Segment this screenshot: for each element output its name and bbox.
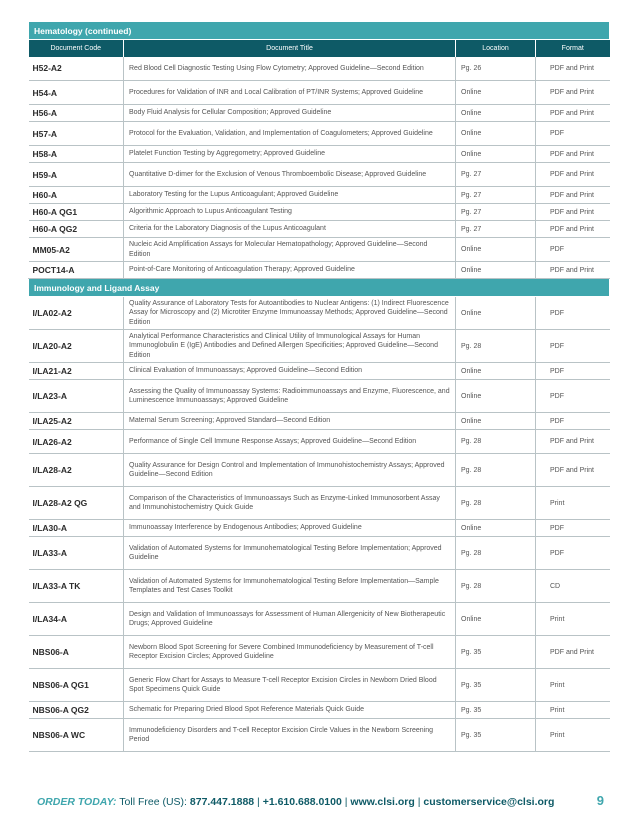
document-format: PDF — [536, 413, 610, 430]
footer-separator: | — [344, 796, 348, 808]
document-format: Print — [536, 487, 610, 520]
document-title: Procedures for Validation of INR and Local Calibration of PT/INR Systems; Approved Guideline — [124, 81, 456, 105]
document-title: Maternal Serum Screening; Approved Standard—Second Edition — [124, 413, 456, 430]
document-location: Pg. 35 — [456, 669, 536, 702]
document-code: H59-A — [29, 163, 124, 187]
document-title: Protocol for the Evaluation, Validation, and Implementation of Coagulometers; Approved Guideline — [124, 122, 456, 146]
document-title: Criteria for the Laboratory Diagnosis of the Lupus Anticoagulant — [124, 221, 456, 238]
document-location: Pg. 27 — [456, 204, 536, 221]
document-title: Analytical Performance Characteristics and Clinical Utility of Immunological Assays for Human Immunoglobulin E (IgE) Antibodies and Defined Allergen Specificities; Approved Guideline—Second Edition — [124, 330, 456, 363]
document-location: Pg. 27 — [456, 187, 536, 204]
document-location: Online — [456, 238, 536, 262]
document-format: PDF and Print — [536, 81, 610, 105]
table-row — [29, 122, 610, 146]
document-format: PDF and Print — [536, 204, 610, 221]
table-row — [29, 570, 610, 603]
footer-separator: | — [417, 796, 421, 808]
table-row — [29, 520, 610, 537]
document-title: Red Blood Cell Diagnostic Testing Using Flow Cytometry; Approved Guideline—Second Edition — [124, 57, 456, 81]
tollfree-label: Toll Free (US): — [119, 796, 187, 808]
document-format: PDF and Print — [536, 57, 610, 81]
table-row — [29, 430, 610, 454]
document-location: Pg. 27 — [456, 163, 536, 187]
column-header-format: Format — [536, 40, 610, 57]
table-row — [29, 537, 610, 570]
document-location: Pg. 28 — [456, 537, 536, 570]
document-format: PDF and Print — [536, 187, 610, 204]
table-row — [29, 702, 610, 719]
document-format: PDF and Print — [536, 454, 610, 487]
document-title: Laboratory Testing for the Lupus Anticoagulant; Approved Guideline — [124, 187, 456, 204]
document-code: NBS06-A — [29, 636, 124, 669]
document-format: PDF and Print — [536, 221, 610, 238]
international-number[interactable]: +1.610.688.0100 — [262, 796, 342, 808]
document-title: Clinical Evaluation of Immunoassays; Approved Guideline—Second Edition — [124, 363, 456, 380]
document-title: Validation of Automated Systems for Immunohematological Testing Before Implementation; Approved Guideline — [124, 537, 456, 570]
email-link[interactable]: customerservice@clsi.org — [423, 796, 555, 808]
document-title: Quantitative D-dimer for the Exclusion of Venous Thromboembolic Disease; Approved Guideline — [124, 163, 456, 187]
table-row — [29, 636, 610, 669]
document-code: H60-A QG2 — [29, 221, 124, 238]
document-location: Online — [456, 603, 536, 636]
table-row — [29, 262, 610, 279]
document-table — [28, 21, 610, 752]
order-today-label: ORDER TODAY: — [37, 796, 117, 808]
table-row — [29, 204, 610, 221]
table-row — [29, 413, 610, 430]
document-location: Pg. 28 — [456, 454, 536, 487]
document-location: Pg. 27 — [456, 221, 536, 238]
document-code: I/LA33-A TK — [29, 570, 124, 603]
document-title: Immunoassay Interference by Endogenous Antibodies; Approved Guideline — [124, 520, 456, 537]
document-title: Quality Assurance of Laboratory Tests for Autoantibodies to Nuclear Antigens: (1) Indirect Fluorescence Assay for Microscopy and (2) Microtiter Enzyme Immunoassay Methods; Approved Guideline—Second Edition — [124, 297, 456, 330]
document-code: POCT14-A — [29, 262, 124, 279]
document-location: Pg. 35 — [456, 636, 536, 669]
document-code: H60-A QG1 — [29, 204, 124, 221]
document-code: I/LA34-A — [29, 603, 124, 636]
document-format: Print — [536, 719, 610, 752]
table-row — [29, 187, 610, 204]
document-format: PDF — [536, 380, 610, 413]
table-row — [29, 57, 610, 81]
document-code: H58-A — [29, 146, 124, 163]
document-code: I/LA21-A2 — [29, 363, 124, 380]
column-header-location: Location — [456, 40, 536, 57]
document-code: I/LA02-A2 — [29, 297, 124, 330]
document-format: PDF and Print — [536, 636, 610, 669]
document-location: Pg. 28 — [456, 570, 536, 603]
table-row — [29, 238, 610, 262]
document-code: H52-A2 — [29, 57, 124, 81]
document-title: Schematic for Preparing Dried Blood Spot Reference Materials Quick Guide — [124, 702, 456, 719]
column-header-code: Document Code — [29, 40, 124, 57]
document-code: I/LA28-A2 — [29, 454, 124, 487]
document-code: I/LA26-A2 — [29, 430, 124, 454]
document-format: Print — [536, 603, 610, 636]
document-location: Online — [456, 363, 536, 380]
document-code: NBS06-A WC — [29, 719, 124, 752]
document-code: H57-A — [29, 122, 124, 146]
document-title: Point-of-Care Monitoring of Anticoagulation Therapy; Approved Guideline — [124, 262, 456, 279]
document-title: Algorithmic Approach to Lupus Anticoagulant Testing — [124, 204, 456, 221]
document-format: PDF and Print — [536, 262, 610, 279]
document-location: Online — [456, 413, 536, 430]
document-location: Online — [456, 262, 536, 279]
document-format: PDF — [536, 520, 610, 537]
table-row — [29, 363, 610, 380]
table-row — [29, 221, 610, 238]
table-row — [29, 603, 610, 636]
document-location: Online — [456, 146, 536, 163]
table-row — [29, 330, 610, 363]
document-format: PDF and Print — [536, 430, 610, 454]
order-footer — [37, 796, 603, 808]
website-link[interactable]: www.clsi.org — [350, 796, 415, 808]
table-row — [29, 297, 610, 330]
document-code: I/LA28-A2 QG — [29, 487, 124, 520]
document-title: Immunodeficiency Disorders and T-cell Receptor Excision Circle Values in the Newborn Screening Period — [124, 719, 456, 752]
document-format: PDF — [536, 238, 610, 262]
document-title: Assessing the Quality of Immunoassay Systems: Radioimmunoassays and Enzyme, Fluorescence, and Luminescence Immunoassays; Approved Guideline — [124, 380, 456, 413]
document-title: Design and Validation of Immunoassays for Assessment of Human Allergenicity of New Biotherapeutic Drugs; Approved Guideline — [124, 603, 456, 636]
document-format: CD — [536, 570, 610, 603]
section-title: Immunology and Ligand Assay — [29, 279, 610, 297]
document-location: Online — [456, 105, 536, 122]
document-location: Online — [456, 380, 536, 413]
document-location: Pg. 28 — [456, 430, 536, 454]
document-format: PDF — [536, 363, 610, 380]
document-location: Online — [456, 297, 536, 330]
document-format: Print — [536, 669, 610, 702]
document-title: Generic Flow Chart for Assays to Measure T-cell Receptor Excision Circles in Newborn Dried Blood Spot Specimens Quick Guide — [124, 669, 456, 702]
table-row — [29, 81, 610, 105]
table-row — [29, 163, 610, 187]
footer-separator: | — [257, 796, 260, 808]
document-title: Platelet Function Testing by Aggregometry; Approved Guideline — [124, 146, 456, 163]
document-code: I/LA23-A — [29, 380, 124, 413]
tollfree-number[interactable]: 877.447.1888 — [189, 796, 255, 808]
document-code: I/LA20-A2 — [29, 330, 124, 363]
table-row — [29, 669, 610, 702]
document-title: Validation of Automated Systems for Immunohematological Testing Before Implementation—Sample Templates and Test Cases Toolkit — [124, 570, 456, 603]
document-code: I/LA30-A — [29, 520, 124, 537]
document-format: PDF — [536, 330, 610, 363]
column-header-row — [29, 40, 610, 57]
document-title: Nucleic Acid Amplification Assays for Molecular Hematopathology; Approved Guideline—Second Edition — [124, 238, 456, 262]
document-format: PDF — [536, 297, 610, 330]
document-code: H60-A — [29, 187, 124, 204]
document-title: Newborn Blood Spot Screening for Severe Combined Immunodeficiency by Measurement of T-cell Receptor Excision Circles; Approved Guideline — [124, 636, 456, 669]
table-row — [29, 454, 610, 487]
column-header-title: Document Title — [124, 40, 456, 57]
document-format: PDF — [536, 537, 610, 570]
table-row — [29, 105, 610, 122]
document-location: Online — [456, 122, 536, 146]
document-format: PDF and Print — [536, 163, 610, 187]
document-format: PDF and Print — [536, 146, 610, 163]
table-row — [29, 146, 610, 163]
document-code: H56-A — [29, 105, 124, 122]
document-format: PDF and Print — [536, 105, 610, 122]
table-row — [29, 487, 610, 520]
document-code: H54-A — [29, 81, 124, 105]
document-title: Body Fluid Analysis for Cellular Composition; Approved Guideline — [124, 105, 456, 122]
table-row — [29, 719, 610, 752]
document-code: MM05-A2 — [29, 238, 124, 262]
document-code: NBS06-A QG2 — [29, 702, 124, 719]
section-title: Hematology (continued) — [29, 22, 610, 40]
section-header-row — [29, 22, 610, 40]
table-row — [29, 380, 610, 413]
document-location: Pg. 28 — [456, 330, 536, 363]
document-code: I/LA25-A2 — [29, 413, 124, 430]
document-location: Pg. 35 — [456, 702, 536, 719]
document-location: Pg. 26 — [456, 57, 536, 81]
document-format: Print — [536, 702, 610, 719]
document-title: Quality Assurance for Design Control and Implementation of Immunohistochemistry Assays; Approved Guideline—Second Edition — [124, 454, 456, 487]
document-location: Pg. 35 — [456, 719, 536, 752]
catalog-page — [28, 21, 609, 752]
section-header-row — [29, 279, 610, 297]
document-location: Online — [456, 81, 536, 105]
document-code: NBS06-A QG1 — [29, 669, 124, 702]
document-location: Pg. 28 — [456, 487, 536, 520]
document-title: Comparison of the Characteristics of Immunoassays Such as Enzyme-Linked Immunosorbent Assay and Immunohistochemistry Quick Guide — [124, 487, 456, 520]
document-format: PDF — [536, 122, 610, 146]
page-number: 9 — [596, 793, 604, 808]
document-code: I/LA33-A — [29, 537, 124, 570]
document-title: Performance of Single Cell Immune Response Assays; Approved Guideline—Second Edition — [124, 430, 456, 454]
document-location: Online — [456, 520, 536, 537]
